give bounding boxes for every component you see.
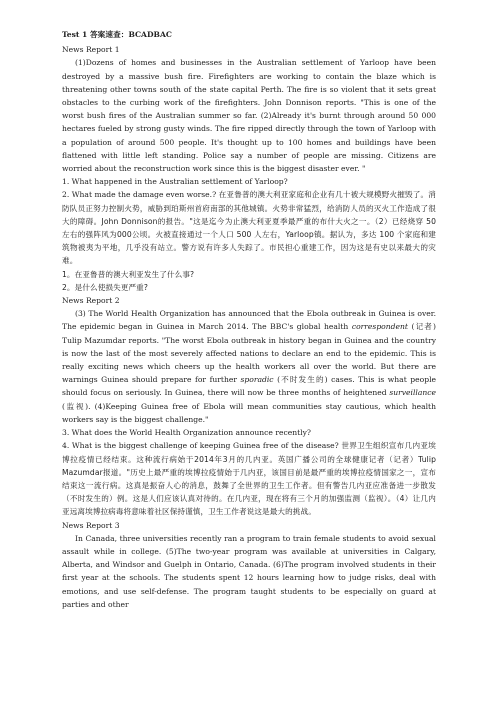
report-1-heading: News Report 1: [62, 45, 120, 55]
report-1-translation: [62, 188, 436, 267]
report-2-text-a: (3) The World Health Organization has announced that the Ebola outbreak in Guinea is over. The epidemic began in Guinea in March 2014. The BBC's global health: [62, 309, 436, 332]
report-2-text-d: (监视). (4)Keeping Guinea free of Ebola will mean communities stay cautious, which health workers say is the biggest challenge.": [62, 401, 436, 424]
report-2-transcript: [62, 307, 436, 426]
chinese-question-2: 2。是什么使损失更严重?: [62, 282, 148, 292]
term-sporadic: sporadic: [240, 375, 274, 385]
report-1-chinese: 在亚鲁普的澳大利亚家庭和企业有几十被大规模野火摧毁了。消防队员正努力控制火势，威胁到珀斯州首府南部的其他城镇。火势非常猛烈，给消防人员的灭火工作造成了很大的障碍。John Donnison的报告。"这是迄今为止澳大利亚夏季最严重的布什大火之一。（2）已经烧穿 50 左右的强阵风为000公顷。火被直接通过一个人口 500 人左右，Yarloop镇。据认为，多达 100 个家庭和建筑物被夷为平地，几乎没有站立。警方说有许多人失踪了。市民担心重建工作，因为这是有史以来最大的灾难。: [62, 190, 437, 266]
answer-key: BCADBAC: [128, 30, 172, 39]
report-2-text-c: (不时发生的) cases. This is what people should focus on seriously. In Guinea, there will now be three months of heightened: [62, 375, 436, 398]
term-correspondent: correspondent: [351, 322, 408, 332]
test-title: [62, 28, 436, 41]
report-2-text-b: (记者) Tulip Mazumdar reports. "The worst Ebola outbreak in history began in Guinea and the country is now the last of the most severely affected nations to declare an end to the epidemic. This is really exciting news which cheers up the health workers all over the world. But there are warnings Guinea should prepare for further: [62, 322, 436, 385]
question-4: 4. What is the biggest challenge of keeping Guinea free of the disease?: [62, 441, 339, 451]
question-2: 2. What made the damage even worse.?: [62, 190, 217, 200]
question-3: 3. What does the World Health Organization announce recently?: [62, 428, 311, 438]
answer-label: 答案速查：: [89, 30, 129, 39]
question-1: 1. What happened in the Australian settlement of Yarloop?: [62, 177, 288, 187]
document-page: [62, 28, 436, 611]
report-2-translation: [62, 439, 436, 518]
term-surveillance: surveillance: [389, 388, 436, 398]
report-2-chinese: 世界卫生组织宣布几内亚埃博拉疫情已经结束。这种流行病始于2014年3月的几内亚。英国广播公司的全球健康记者（记者）Tulip Mazumdar报道。"历史上最严重的埃博拉疫情始于几内亚，该国目前是最严重的埃博拉疫情国家之一，宣布结束这一流行病。这真是振奋人心的消息，鼓舞了全世界的卫生工作者。但有警告几内亚应准备进一步散发（不时发生的）例。这是人们应该认真对待的。在几内亚，现在将有三个月的加强监测（监视）。（4）让几内亚远离埃博拉病毒将意味着社区保持谨慎，卫生工作者说这是最大的挑战。: [62, 441, 436, 517]
report-2-heading: News Report 2: [62, 296, 120, 306]
report-1-transcript: (1)Dozens of homes and businesses in the Australian settlement of Yarloop have been destroyed by a massive bush fire. Firefighters are working to contain the blaze which is threatening other towns south of the state capital Perth. The fire is so violent that it sets great obstacles to the curbing work of the firefighters. John Donnison reports. "This is one of the worst bush fires of the Australian summer so far. (2)Already it's burnt through around 50 000 hectares fueled by strong gusty winds. The fire ripped directly through the town of Yarloop with a population of around 500 people. It's thought up to 100 homes and buildings have been flattened with little left standing. Police say a number of people are missing. Citizens are worried about the reconstruction work since this is the biggest disaster ever. ": [62, 58, 436, 174]
report-3-heading: News Report 3: [62, 520, 120, 530]
chinese-question-1: 1。在亚鲁普的澳大利亚发生了什么事?: [62, 269, 195, 279]
report-3-transcript: In Canada, three universities recently ran a program to train female students to avoid sexual assault while in college. (5)The two-year program was available at universities in Calgary, Alberta, and Windsor and Guelph in Ontario, Canada. (6)The program involved students in their first year at the schools. The students spent 12 hours learning how to judge risks, deal with emotions, and use self-defense. The program taught students to be especially on guard at parties and other: [62, 533, 436, 609]
test-number: Test 1: [62, 30, 88, 39]
